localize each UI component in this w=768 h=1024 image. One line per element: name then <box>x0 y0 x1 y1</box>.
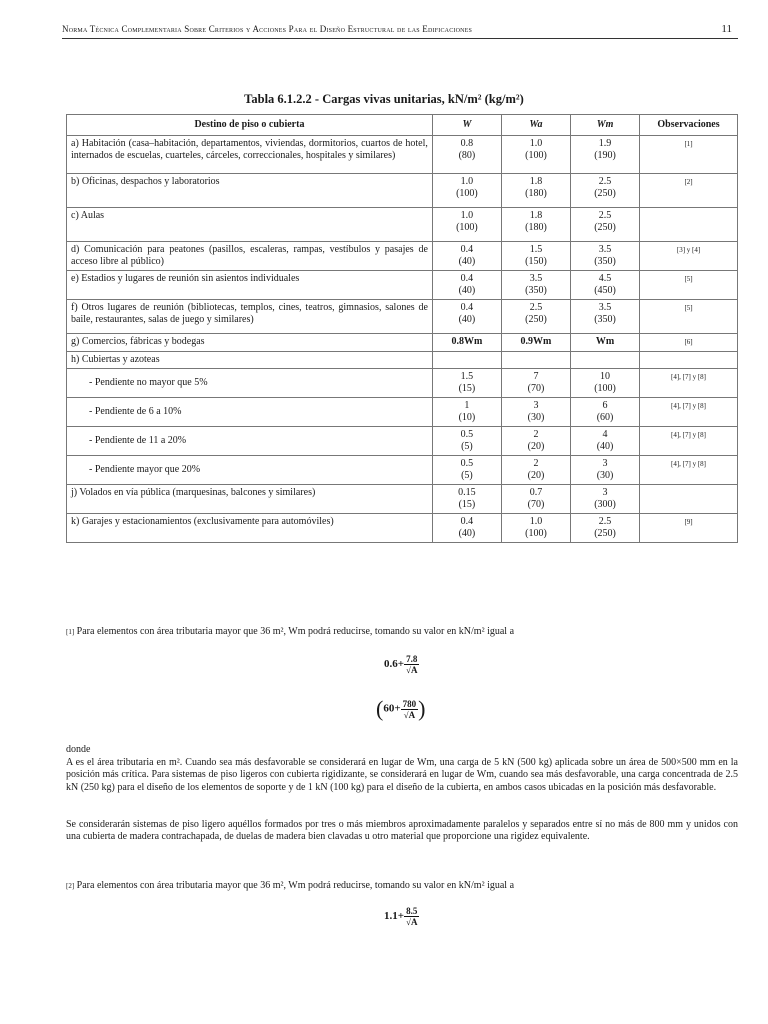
cell-wm-kn: 2.5 <box>598 210 612 221</box>
formula-1-numerator: 7.8 <box>404 654 419 665</box>
cell-wm <box>571 242 640 271</box>
cell-observaciones: [6] <box>640 334 738 352</box>
header-destino: Destino de piso o cubierta <box>67 115 433 136</box>
cell-wm <box>571 427 640 456</box>
cell-wm <box>571 352 640 369</box>
cell-observaciones: [5] <box>640 271 738 300</box>
cell-w-kn: 1.0 <box>460 176 474 187</box>
cell-wa <box>501 514 570 543</box>
cell-wa-kg: (150) <box>525 256 547 267</box>
cell-wm-kn: 3 <box>602 487 608 498</box>
cell-wa <box>501 136 570 174</box>
cell-w-kg: (40) <box>458 314 476 325</box>
cell-wa-kg: (20) <box>527 470 545 481</box>
cell-wm <box>571 398 640 427</box>
formula-1b-fraction <box>401 699 419 720</box>
cell-wm-kg: (450) <box>594 285 616 296</box>
cell-wa <box>501 485 570 514</box>
cell-wm-kn: 1.9 <box>598 138 612 149</box>
cell-w <box>432 334 501 352</box>
cell-wm-kn: Wm <box>595 336 615 347</box>
cell-wa-kn: 2.5 <box>529 302 543 313</box>
live-loads-table <box>66 114 738 543</box>
cell-observaciones <box>640 485 738 514</box>
cell-destino: - Pendiente no mayor que 5% <box>67 369 433 398</box>
footnote-2-mark: [2] <box>66 882 75 890</box>
cell-w-kn: 0.5 <box>460 429 474 440</box>
cell-destino: a) Habitación (casa–habitación, departamentos, viviendas, dormitorios, cuartos de hotel, internados de escuelas, cuarteles, cárceles, correccionales, hospitales y similares) <box>67 136 433 174</box>
table-row <box>67 300 738 334</box>
cell-wa-kn: 1.0 <box>529 138 543 149</box>
cell-wm-kn: 10 <box>600 371 611 382</box>
cell-wa <box>501 398 570 427</box>
cell-wm-kn: 6 <box>602 400 608 411</box>
cell-observaciones: [4], [7] y [8] <box>640 398 738 427</box>
table-row <box>67 485 738 514</box>
cell-destino: - Pendiente de 11 a 20% <box>67 427 433 456</box>
cell-wa-kg: (20) <box>527 441 545 452</box>
header-w: W <box>432 115 501 136</box>
cell-w-kn: 0.4 <box>460 273 474 284</box>
cell-wm <box>571 456 640 485</box>
cell-wm <box>571 300 640 334</box>
cell-wa <box>501 427 570 456</box>
footnote-2 <box>66 880 738 892</box>
cell-w-kn: 0.5 <box>460 458 474 469</box>
cell-wm-kg: (350) <box>594 256 616 267</box>
table-row <box>67 334 738 352</box>
cell-w-kn: 0.8Wm <box>451 336 483 347</box>
cell-wa <box>501 334 570 352</box>
table-row <box>67 242 738 271</box>
header-observaciones: Observaciones <box>640 115 738 136</box>
cell-observaciones: [9] <box>640 514 738 543</box>
cell-wa <box>501 271 570 300</box>
cell-w <box>432 242 501 271</box>
cell-wm-kg: (300) <box>594 499 616 510</box>
cell-wm-kg: (60) <box>596 412 614 423</box>
cell-wm <box>571 208 640 242</box>
cell-wa <box>501 456 570 485</box>
footnote-1-donde: donde <box>66 744 91 755</box>
cell-wa-kg: (180) <box>525 188 547 199</box>
cell-w-kg: (15) <box>458 383 476 394</box>
cell-w <box>432 352 501 369</box>
table-row <box>67 456 738 485</box>
cell-w <box>432 208 501 242</box>
formula-2-numerator: 8.5 <box>404 906 419 917</box>
cell-wa-kn: 3 <box>533 400 539 411</box>
cell-w-kn: 1.0 <box>460 210 474 221</box>
cell-wm-kn: 4.5 <box>598 273 612 284</box>
cell-wa-kn: 3.5 <box>529 273 543 284</box>
cell-wa-kg: (70) <box>527 499 545 510</box>
cell-destino: f) Otros lugares de reunión (bibliotecas, templos, cines, teatros, gimnasios, salones de baile, restaurantes, salas de juego y similares) <box>67 300 433 334</box>
table-row <box>67 427 738 456</box>
cell-w <box>432 514 501 543</box>
cell-wm <box>571 271 640 300</box>
running-header <box>62 24 738 39</box>
table-title: Tabla 6.1.2.2 - Cargas vivas unitarias, kN/m² (kg/m²) <box>244 92 524 106</box>
table-row <box>67 514 738 543</box>
cell-w-kn: 0.15 <box>458 487 476 498</box>
cell-observaciones: [3] y [4] <box>640 242 738 271</box>
cell-wm-kg: (100) <box>594 383 616 394</box>
cell-w-kn: 1.5 <box>460 371 474 382</box>
cell-w <box>432 427 501 456</box>
cell-w-kg: (10) <box>458 412 476 423</box>
cell-w-kg: (5) <box>461 441 473 452</box>
cell-wa-kg: (30) <box>527 412 545 423</box>
cell-w <box>432 456 501 485</box>
formula-1-denominator: √A <box>406 665 418 675</box>
cell-w <box>432 369 501 398</box>
table-row <box>67 174 738 208</box>
cell-destino: - Pendiente de 6 a 10% <box>67 398 433 427</box>
cell-wm-kg: (40) <box>596 441 614 452</box>
cell-w-kg: (100) <box>456 188 478 199</box>
formula-1b-open-paren: ( <box>376 696 384 721</box>
cell-w-kn: 0.4 <box>460 516 474 527</box>
table-row <box>67 271 738 300</box>
formula-1b-denominator: √A <box>403 709 416 720</box>
cell-w-kn: 0.4 <box>460 302 474 313</box>
footnote-2-text: Para elementos con área tributaria mayor que 36 m², Wm podrá reducirse, tomando su valor en kN/m² igual a <box>76 880 515 891</box>
cell-wm <box>571 485 640 514</box>
table-body <box>67 136 738 543</box>
cell-wa-kn: 1.8 <box>529 176 543 187</box>
cell-wa-kg: (180) <box>525 222 547 233</box>
cell-wm-kg: (250) <box>594 222 616 233</box>
cell-wa-kg: (250) <box>525 314 547 325</box>
formula-1b-const: 60+ <box>383 702 401 715</box>
cell-w-kn: 1 <box>464 400 470 411</box>
cell-wa-kg: (350) <box>525 285 547 296</box>
cell-wa-kn: 1.0 <box>529 516 543 527</box>
cell-w-kn: 0.8 <box>460 138 474 149</box>
table-row <box>67 136 738 174</box>
cell-destino: d) Comunicación para peatones (pasillos, escaleras, rampas, vestíbulos y pasajes de acceso libre al público) <box>67 242 433 271</box>
cell-wa-kn: 2 <box>533 429 539 440</box>
formula-1-const: 0.6+ <box>384 658 405 671</box>
cell-wa-kn: 1.5 <box>529 244 543 255</box>
formula-1-fraction <box>404 654 419 675</box>
formula-2 <box>384 906 419 927</box>
page-number: 11 <box>721 23 732 35</box>
cell-w-kg: (40) <box>458 256 476 267</box>
cell-wm-kg: (350) <box>594 314 616 325</box>
cell-wm-kn: 2.5 <box>598 516 612 527</box>
cell-wm <box>571 369 640 398</box>
table-row <box>67 208 738 242</box>
header-wa: Wa <box>501 115 570 136</box>
cell-wa <box>501 208 570 242</box>
cell-destino: k) Garajes y estacionamientos (exclusivamente para automóviles) <box>67 514 433 543</box>
cell-w-kg: (100) <box>456 222 478 233</box>
header-wm: Wm <box>571 115 640 136</box>
cell-wm-kg: (250) <box>594 188 616 199</box>
cell-wa-kg: (70) <box>527 383 545 394</box>
cell-observaciones <box>640 208 738 242</box>
footnote-1-text: Para elementos con área tributaria mayor que 36 m², Wm podrá reducirse, tomando su valor en kN/m² igual a <box>76 626 515 637</box>
table-row <box>67 352 738 369</box>
cell-w-kg: (40) <box>458 528 476 539</box>
cell-wm <box>571 136 640 174</box>
cell-wa <box>501 174 570 208</box>
cell-wm-kg: (30) <box>596 470 614 481</box>
formula-2-fraction <box>404 906 419 927</box>
cell-wm-kn: 2.5 <box>598 176 612 187</box>
cell-wm-kn: 4 <box>602 429 608 440</box>
cell-wm <box>571 174 640 208</box>
cell-wm-kg: (250) <box>594 528 616 539</box>
cell-wa <box>501 242 570 271</box>
cell-w <box>432 174 501 208</box>
footnote-1-paragraph-1: A es el área tributaria en m². Cuando sea más desfavorable se considerará en lugar de Wm, una carga de 5 kN (500 kg) aplicada sobre un área de 500×500 mm en la posición más crítica. Para sistemas de piso ligeros con cubierta rigidizante, se considerará en lugar de Wm, cuando sea más desfavorable, una carga concentrada de 2.5 kN (250 kg) para el diseño de los elementos de soporte y de 1 kN (100 kg) para el diseño de la cubierta, en ambos casos ubicadas en la posición más desfavorable. <box>66 757 738 793</box>
cell-w-kn: 0.4 <box>460 244 474 255</box>
cell-observaciones: [4], [7] y [8] <box>640 456 738 485</box>
cell-w <box>432 398 501 427</box>
cell-wa-kg: (100) <box>525 150 547 161</box>
cell-wm-kn: 3.5 <box>598 302 612 313</box>
running-title: Norma Técnica Complementaria Sobre Criterios y Acciones Para el Diseño Estructural de las Edificaciones <box>62 24 473 34</box>
cell-wa-kn: 7 <box>533 371 539 382</box>
formula-1b <box>376 696 425 722</box>
cell-wa-kn: 2 <box>533 458 539 469</box>
cell-observaciones: [5] <box>640 300 738 334</box>
cell-w-kg: (5) <box>461 470 473 481</box>
cell-wa <box>501 352 570 369</box>
formula-2-denominator: √A <box>406 917 418 927</box>
cell-wm-kn: 3 <box>602 458 608 469</box>
cell-w-kg: (15) <box>458 499 476 510</box>
cell-destino: e) Estadios y lugares de reunión sin asientos individuales <box>67 271 433 300</box>
footnote-1 <box>66 626 738 638</box>
cell-wa-kn: 0.9Wm <box>520 336 552 347</box>
footnote-1-mark: [1] <box>66 628 75 636</box>
cell-destino: b) Oficinas, despachos y laboratorios <box>67 174 433 208</box>
cell-destino: h) Cubiertas y azoteas <box>67 352 433 369</box>
cell-destino: c) Aulas <box>67 208 433 242</box>
formula-1b-close-paren: ) <box>418 696 426 721</box>
cell-destino: j) Volados en vía pública (marquesinas, balcones y similares) <box>67 485 433 514</box>
cell-wm <box>571 514 640 543</box>
table-row <box>67 369 738 398</box>
table-row <box>67 398 738 427</box>
cell-observaciones: [1] <box>640 136 738 174</box>
cell-w <box>432 485 501 514</box>
cell-destino: - Pendiente mayor que 20% <box>67 456 433 485</box>
table-header-row <box>67 115 738 136</box>
cell-wa-kn: 1.8 <box>529 210 543 221</box>
cell-wm <box>571 334 640 352</box>
cell-observaciones <box>640 352 738 369</box>
cell-wm-kn: 3.5 <box>598 244 612 255</box>
cell-wa-kg: (100) <box>525 528 547 539</box>
cell-observaciones: [4], [7] y [8] <box>640 427 738 456</box>
formula-1b-numerator: 780 <box>402 698 417 709</box>
formula-2-const: 1.1+ <box>384 910 405 923</box>
cell-wa-kn: 0.7 <box>529 487 543 498</box>
cell-wa <box>501 300 570 334</box>
cell-w <box>432 136 501 174</box>
cell-destino: g) Comercios, fábricas y bodegas <box>67 334 433 352</box>
cell-w-kg: (40) <box>458 285 476 296</box>
cell-w-kg: (80) <box>458 150 476 161</box>
cell-w <box>432 300 501 334</box>
formula-1 <box>384 654 419 675</box>
cell-observaciones: [4], [7] y [8] <box>640 369 738 398</box>
cell-wa <box>501 369 570 398</box>
cell-w <box>432 271 501 300</box>
footnote-1-paragraph-2: Se considerarán sistemas de piso ligero aquéllos formados por tres o más miembros aproximadamente paralelos y separados entre sí no más de 800 mm y unidos con una cubierta de madera contrachapada, de duelas de madera bien clavadas u otro material que proporcione una rigidez equivalente. <box>66 819 738 843</box>
cell-wm-kg: (190) <box>594 150 616 161</box>
cell-observaciones: [2] <box>640 174 738 208</box>
